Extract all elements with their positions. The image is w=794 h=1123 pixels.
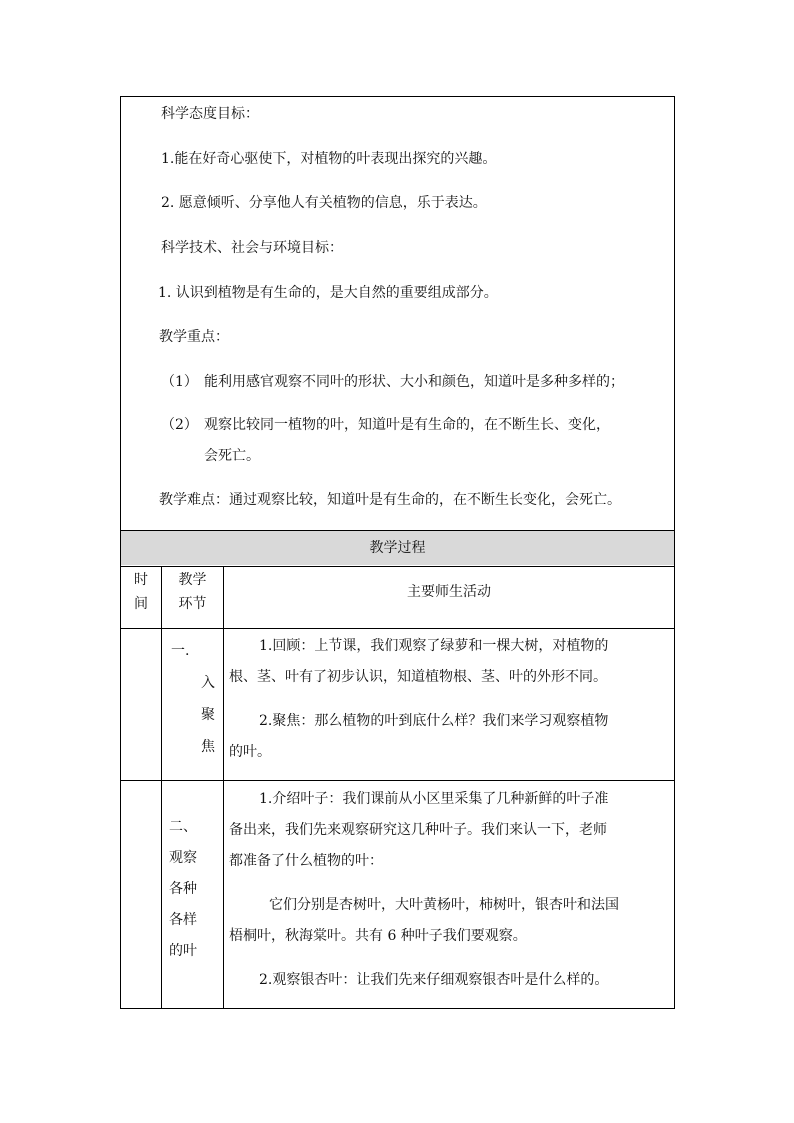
section-1-paragraph-2: 的叶。 [229,744,271,760]
section-2-stage-line: 二、 [169,819,197,835]
section-2-paragraph-3: 2.观察银杏叶：让我们先来仔细观察银杏叶是什么样的。 [259,972,609,988]
section-2-paragraph-1: 1.介绍叶子：我们课前从小区里采集了几种新鲜的叶子准 [259,791,609,807]
attitude-item-1: 1.能在好奇心驱使下，对植物的叶表现出探究的兴趣。 [161,151,497,167]
divider [121,780,674,781]
divider [121,566,674,567]
key-point-1-text: 能利用感官观察不同叶的形状、大小和颜色，知道叶是多种多样的； [204,374,624,390]
process-title-bar [121,531,674,565]
section-1-stage-char: 聚 [201,707,215,723]
section-2-paragraph-1: 都准备了什么植物的叶： [229,853,383,869]
key-point-2-marker: （2） [161,417,198,433]
section-2-stage-line: 观察 [169,850,197,866]
process-title: 教学过程 [369,540,426,556]
key-point-2-text-2: 会死亡。 [204,448,260,464]
section-2-paragraph-2: 梧桐叶，秋海棠叶。共有 6 种叶子我们要观察。 [229,928,527,944]
objectives-cell [121,97,674,530]
column-divider [223,566,224,1008]
header-time-1: 时 [134,572,148,588]
sts-heading: 科学技术、社会与环境目标： [161,240,343,256]
section-2-paragraph-1: 备出来，我们先来观察研究这几种叶子。我们来认一下，老师 [229,822,607,838]
section-1-paragraph-1: 根、茎、叶有了初步认识，知道植物根、茎、叶的外形不同。 [229,669,607,685]
attitude-heading: 科学态度目标： [161,106,259,122]
divider [121,628,674,629]
key-point-2-text-1: 观察比较同一植物的叶，知道叶是有生命的，在不断生长、变化， [204,417,610,433]
difficulty-text: 教学难点：通过观察比较，知道叶是有生命的，在不断生长变化，会死亡。 [159,492,621,508]
header-stage-1: 教学 [178,572,207,588]
section-2-stage-line: 各样 [169,912,197,928]
section-2-paragraph-2: 它们分别是杏树叶，大叶黄杨叶，柿树叶，银杏叶和法国 [269,897,619,913]
section-1-stage-char: 焦 [201,739,215,755]
key-points-heading: 教学重点： [159,329,229,345]
section-2-stage-line: 各种 [169,881,197,897]
attitude-item-2: 2. 愿意倾听、分享他人有关植物的信息，乐于表达。 [161,195,487,211]
section-2-stage-line: 的叶 [169,943,197,959]
section-1-paragraph-2: 2.聚焦：那么植物的叶到底什么样？我们来学习观察植物 [259,713,609,729]
column-divider [161,566,162,1008]
section-1-stage-char: 入 [201,675,215,691]
header-time-2: 间 [134,596,148,612]
key-point-1-marker: （1） [161,374,198,390]
section-1-stage-number: 一. [171,643,190,659]
lesson-plan-table [120,96,675,1009]
section-1-paragraph-1: 1.回顾：上节课，我们观察了绿萝和一棵大树，对植物的 [259,638,609,654]
header-stage-2: 环节 [178,596,207,612]
header-activity: 主要师生活动 [407,584,491,600]
sts-item-1: 1. 认识到植物是有生命的，是大自然的重要组成部分。 [158,285,498,301]
